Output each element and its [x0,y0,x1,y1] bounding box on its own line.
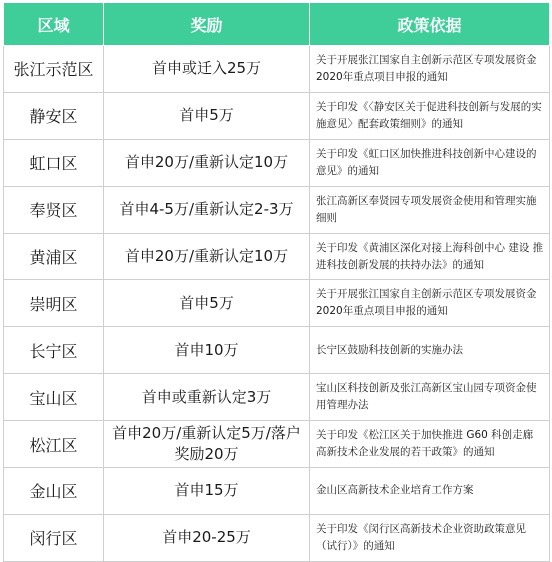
cell-policy: 关于印发《〈静安区关于促进科技创新与发展的实施意见〉配套政策细则》的通知 [310,92,550,139]
header-region: 区域 [4,3,104,46]
cell-policy: 宝山区科技创新及张江高新区宝山园专项资金使用管理办法 [310,374,550,421]
cell-reward: 首申20-25万 [104,514,310,561]
cell-reward: 首申5万 [104,92,310,139]
cell-policy: 金山区高新技术企业培育工作方案 [310,468,550,515]
cell-region: 松江区 [4,421,104,468]
cell-policy: 关于印发《黄浦区深化对接上海科创中心 建设 推进科技创新发展的扶持办法》的通知 [310,233,550,280]
table-row [4,374,550,421]
header-policy: 政策依据 [310,3,550,46]
cell-region: 虹口区 [4,139,104,186]
cell-reward: 首申20万/重新认定10万 [104,233,310,280]
table-row [4,327,550,374]
cell-region: 闵行区 [4,514,104,561]
cell-region: 宝山区 [4,374,104,421]
cell-policy: 长宁区鼓励科技创新的实施办法 [310,327,550,374]
cell-reward: 首申或重新认定3万 [104,374,310,421]
cell-policy: 关于开展张江国家自主创新示范区专项发展资金2020年重点项目申报的通知 [310,46,550,93]
table-row [4,139,550,186]
cell-reward: 首申或迁入25万 [104,46,310,93]
table-row [4,468,550,515]
cell-region: 金山区 [4,468,104,515]
cell-region: 崇明区 [4,280,104,327]
table-header-row [4,3,550,46]
cell-policy: 张江高新区奉贤园专项发展资金使用和管理实施细则 [310,186,550,233]
cell-reward: 首申20万/重新认定10万 [104,139,310,186]
table-row [4,421,550,468]
cell-reward: 首申20万/重新认定5万/落户奖励20万 [104,421,310,468]
header-reward: 奖励 [104,3,310,46]
cell-policy: 关于印发《虹口区加快推进科技创新中心建设的意见》的通知 [310,139,550,186]
table-row [4,46,550,93]
cell-policy: 关于印发《松江区关于加快推进 G60 科创走廊 高新技术企业发展的若干政策》的通知 [310,421,550,468]
table-row [4,280,550,327]
cell-region: 张江示范区 [4,46,104,93]
cell-reward: 首申10万 [104,327,310,374]
cell-policy: 关于印发《闵行区高新技术企业资助政策意见（试行）》的通知 [310,514,550,561]
cell-reward: 首申4-5万/重新认定2-3万 [104,186,310,233]
table-row [4,92,550,139]
policy-table [3,2,550,562]
cell-reward: 首申15万 [104,468,310,515]
table-row [4,233,550,280]
cell-region: 长宁区 [4,327,104,374]
cell-region: 黄浦区 [4,233,104,280]
cell-region: 奉贤区 [4,186,104,233]
cell-policy: 关于开展张江国家自主创新示范区专项发展资金2020年重点项目申报的通知 [310,280,550,327]
cell-reward: 首申5万 [104,280,310,327]
table-row [4,514,550,561]
cell-region: 静安区 [4,92,104,139]
table-row [4,186,550,233]
